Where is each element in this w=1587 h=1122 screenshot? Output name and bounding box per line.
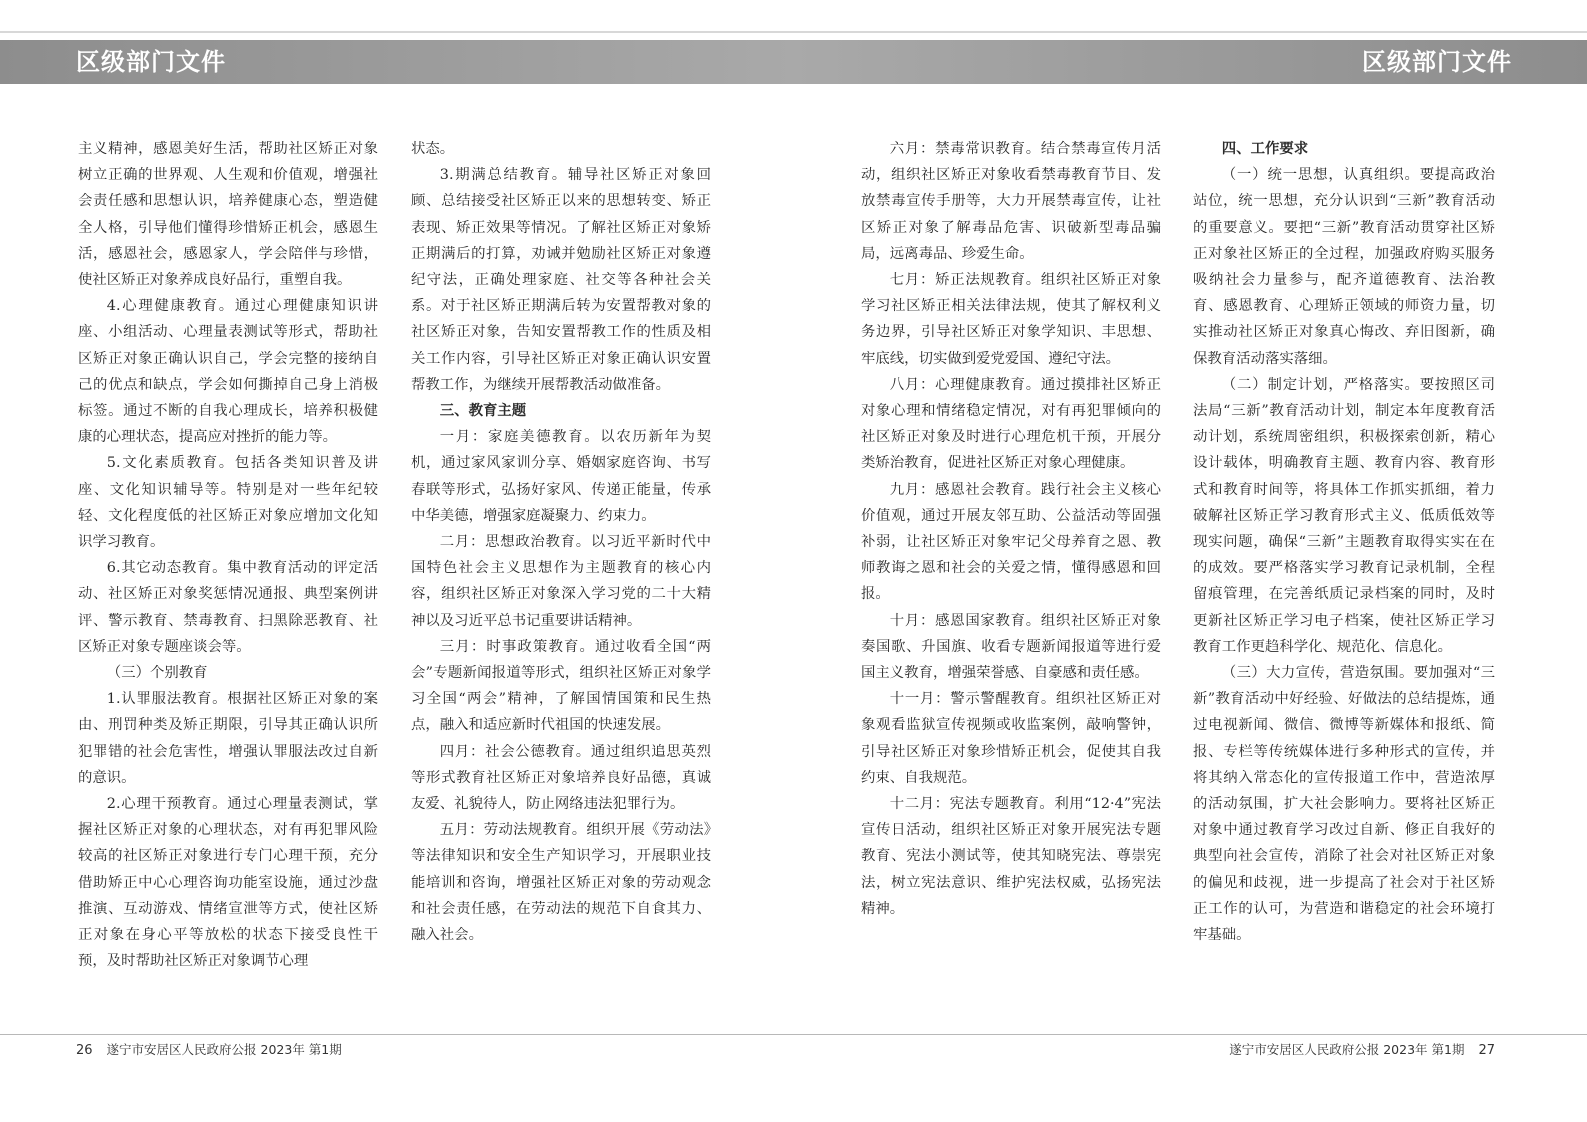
paragraph: 状态。	[411, 141, 455, 157]
footer-rule	[0, 1034, 1587, 1035]
paragraph: 4.心理健康教育。通过心理健康知识讲座、小组活动、心理量表测试等形式，帮助社区矫正对象正确认识自己，学会完整的接纳自己的优点和缺点，学会如何撕掉自己身上消极标签。通过不断的自我心理成长，培养积极健康的心理状态，提高应对挫折的能力等。	[78, 298, 378, 446]
footer-right	[1229, 1040, 1495, 1061]
paragraph: 6.其它动态教育。集中教育活动的评定活动、社区矫正对象奖惩情况通报、典型案例讲评、警示教育、禁毒教育、扫黑除恶教育、社区矫正对象专题座谈会等。	[78, 560, 378, 655]
paragraph: 四月：社会公德教育。通过组织追思英烈等形式教育社区矫正对象培养良好品德，真诚友爱、礼貌待人，防止网络违法犯罪行为。	[411, 743, 711, 813]
publication-info-left: 遂宁市安居区人民政府公报 2023年 第1期	[106, 1042, 342, 1057]
paragraph: 2.心理干预教育。通过心理量表测试，掌握社区矫正对象的心理状态，对有再犯罪风险较高的社区矫正对象进行专门心理干预，充分借助矫正中心心理咨询功能室设施，通过沙盘推演、互动游戏、情绪宣泄等方式，使社区矫正对象在身心平等放松的状态下接受良性干预，及时帮助社区矫正对象调节心理	[78, 796, 378, 970]
paragraph: 七月：矫正法规教育。组织社区矫正对象学习社区矫正相关法律法规，使其了解权利义务边界，引导社区矫正对象学知识、丰思想、牢底线，切实做到爱党爱国、遵纪守法。	[861, 272, 1161, 367]
text-column-1	[78, 136, 378, 975]
page-number-left: 26	[76, 1043, 93, 1058]
paragraph: 八月：心理健康教育。通过摸排社区矫正对象心理和情绪稳定情况，对有再犯罪倾向的社区矫正对象及时进行心理危机干预，开展分类矫治教育，促进社区矫正对象心理健康。	[861, 376, 1161, 472]
paragraph: （三）大力宣传，营造氛围。要加强对“三新”教育活动中好经验、好做法的总结提炼，通过电视新闻、微信、微博等新媒体和报纸、简报、专栏等传统媒体进行多种形式的宣传，并将其纳入常态化的宣传报道工作中，营造浓厚的活动氛围，扩大社会影响力。要将社区矫正对象中通过教育学习改过自新、修正自我好的典型向社会宣传，消除了社会对社区矫正对象的偏见和歧视，进一步提高了社会对于社区矫正工作的认可，为营造和谐稳定的社会环境打牢基础。	[1193, 665, 1495, 944]
section-heading: 四、工作要求	[1221, 141, 1309, 157]
paragraph: 十一月：警示警醒教育。组织社区矫正对象观看监狱宣传视频或收监案例，敲响警钟，引导社区矫正对象珍惜矫正机会，促使其自我约束、自我规范。	[861, 691, 1161, 786]
section-header-band	[0, 40, 1587, 84]
paragraph: 三月：时事政策教育。通过收看全国“两会”专题新闻报道等形式，组织社区矫正对象学习全国“两会”精神，了解国情国策和民生热点，融入和适应新时代祖国的快速发展。	[411, 638, 711, 734]
paragraph: 五月：劳动法规教育。组织开展《劳动法》等法律知识和安全生产知识学习，开展职业技能培训和咨询，增强社区矫正对象的劳动观念和社会责任感，在劳动法的规范下自食其力、融入社会。	[411, 822, 711, 944]
paragraph: 十月：感恩国家教育。组织社区矫正对象奏国歌、升国旗、收看专题新闻报道等进行爱国主义教育，增强荣誉感、自豪感和责任感。	[861, 612, 1161, 682]
text-column-4	[1193, 136, 1495, 948]
paragraph: 十二月：宪法专题教育。利用“12·4”宪法宣传日活动，组织社区矫正对象开展宪法专题教育、宪法小测试等，使其知晓宪法、尊崇宪法，树立宪法意识、维护宪法权威，弘扬宪法精神。	[861, 796, 1161, 917]
paragraph: 一月：家庭美德教育。以农历新年为契机，通过家风家训分享、婚姻家庭咨询、书写春联等形式，弘扬好家风、传递正能量，传承中华美德，增强家庭凝聚力、约束力。	[411, 429, 711, 524]
paragraph: （三）个别教育	[106, 665, 208, 682]
top-rule	[0, 31, 1587, 33]
footer-left	[76, 1040, 342, 1061]
paragraph: 1.认罪服法教育。根据社区矫正对象的案由、刑罚种类及矫正期限，引导其正确认识所犯罪错的社会危害性，增强认罪服法改过自新的意识。	[78, 691, 378, 786]
text-column-3	[861, 136, 1161, 922]
paragraph: 六月：禁毒常识教育。结合禁毒宣传月活动，组织社区矫正对象收看禁毒教育节目、发放禁毒宣传手册等，大力开展禁毒宣传，让社区矫正对象了解毒品危害、识破新型毒品骗局，远离毒品、珍爱生命。	[861, 141, 1161, 262]
paragraph: 二月：思想政治教育。以习近平新时代中国特色社会主义思想作为主题教育的核心内容，组织社区矫正对象深入学习党的二十大精神以及习近平总书记重要讲话精神。	[411, 534, 711, 629]
page-number-right: 27	[1478, 1043, 1495, 1058]
paragraph: 主义精神，感恩美好生活，帮助社区矫正对象树立正确的世界观、人生观和价值观，增强社会责任感和思想认识，培养健康心态，塑造健全人格，引导他们懂得珍惜矫正机会，感恩生活，感恩社会，感恩家人，学会陪伴与珍惜，使社区矫正对象养成良好品行，重塑自我。	[78, 141, 378, 289]
paragraph: 5.文化素质教育。包括各类知识普及讲座、文化知识辅导等。特别是对一些年纪较轻、文化程度低的社区矫正对象应增加文化知识学习教育。	[78, 455, 378, 551]
paragraph: （一）统一思想，认真组织。要提高政治站位，统一思想，充分认识到“三新”教育活动的重要意义。要把“三新”教育活动贯穿社区矫正对象社区矫正的全过程，加强政府购买服务吸纳社会力量参与，配齐道德教育、法治教育、感恩教育、心理矫正领域的师资力量，切实推动社区矫正对象真心悔改、弃旧图新，确保教育活动落实落细。	[1193, 167, 1495, 367]
publication-info-right: 遂宁市安居区人民政府公报 2023年 第1期	[1229, 1042, 1465, 1057]
paragraph: （二）制定计划，严格落实。要按照区司法局“三新”教育活动计划，制定本年度教育活动计划，系统周密组织，积极探索创新，精心设计载体，明确教育主题、教育内容、教育形式和教育时间等，将具体工作抓实抓细，着力破解社区矫正学习教育形式主义、低质低效等现实问题，确保“三新”主题教育取得实实在在的成效。要严格落实学习教育记录机制，全程留痕管理，在完善纸质记录档案的同时，及时更新社区矫正学习电子档案，使社区矫正学习教育工作更趋科学化、规范化、信息化。	[1193, 376, 1495, 655]
text-column-2	[411, 136, 711, 948]
section-title-right: 区级部门文件	[1362, 48, 1512, 76]
section-heading: 三、教育主题	[439, 403, 527, 420]
section-title-left: 区级部门文件	[76, 48, 226, 76]
paragraph: 3.期满总结教育。辅导社区矫正对象回顾、总结接受社区矫正以来的思想转变、矫正表现、矫正效果等情况。了解社区矫正对象矫正期满后的打算，劝诫并勉励社区矫正对象遵纪守法，正确处理家庭、社交等各种社会关系。对于社区矫正期满后转为安置帮教对象的社区矫正对象，告知安置帮教工作的性质及相关工作内容，引导社区矫正对象正确认识安置帮教工作，为继续开展帮教活动做准备。	[411, 167, 711, 393]
paragraph: 九月：感恩社会教育。践行社会主义核心价值观，通过开展友邻互助、公益活动等固强补弱，让社区矫正对象牢记父母养育之恩、教师教诲之恩和社会的关爱之情，懂得感恩和回报。	[861, 481, 1161, 603]
